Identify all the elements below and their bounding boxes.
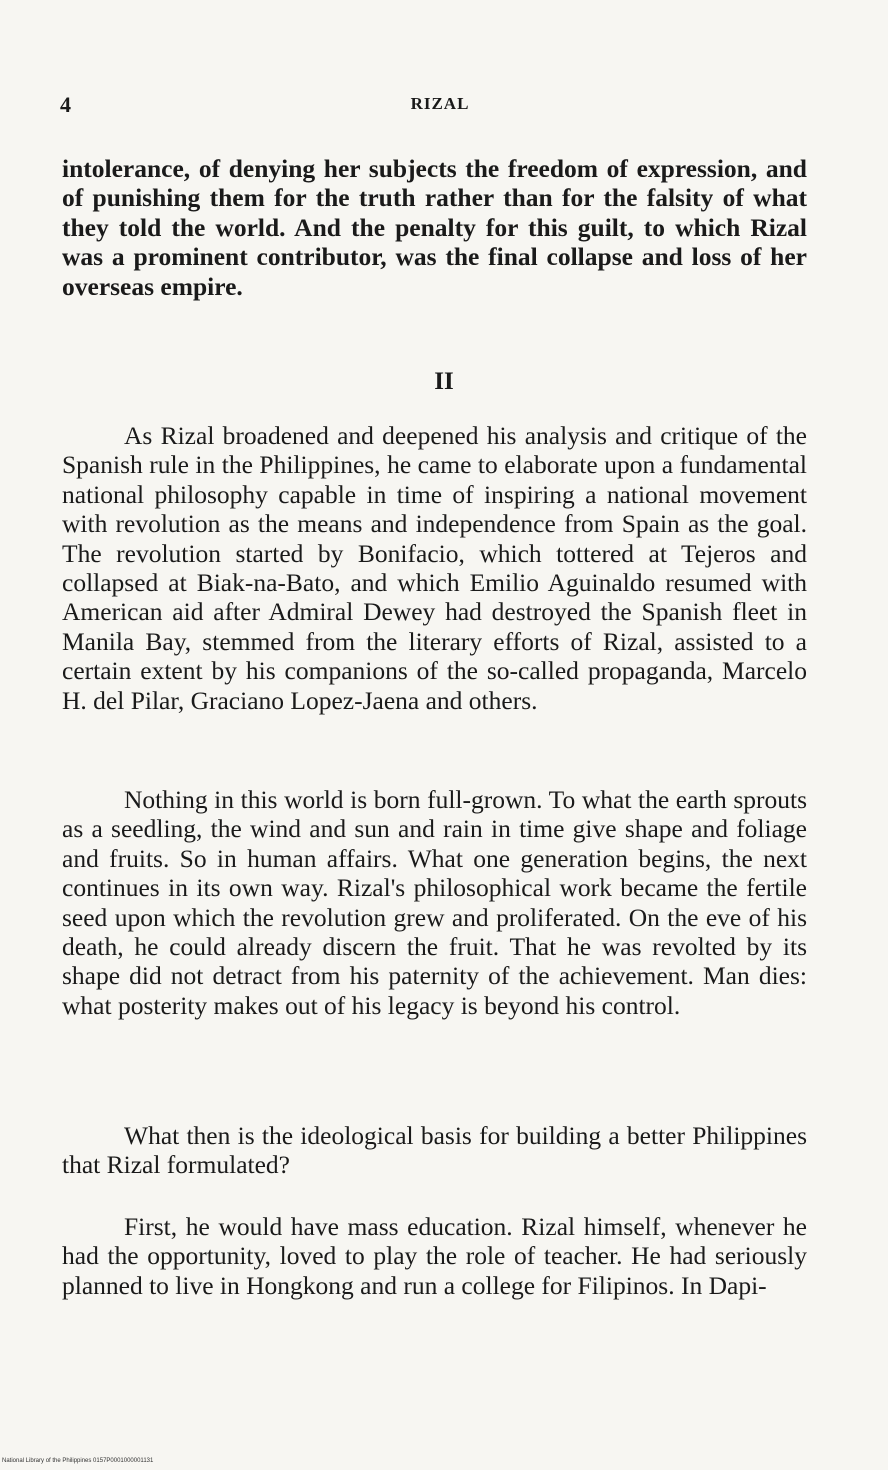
paragraph-text: Nothing in this world is born full-grown. To what the earth sprouts as a seedling, the wind and sun and rain in time give shape and foliage and fruits. So in human affairs. What one generation begins, the next continues in its own way. Rizal's philosophical work became the fertile seed upon which the revolution grew and proliferated. On the eve of his death, he could already discern the fruit. That he was revolted by its shape did not detract from his paternity of the achievement. Man dies: what posterity makes out of his legacy is beyond his control. <box>62 785 807 1020</box>
paragraph-full-grown <box>62 785 807 1020</box>
paragraph-text: As Rizal broadened and deepened his analysis and critique of the Spanish rule in the Philippines, he came to elaborate upon a fundamental national philosophy capable in time of inspiring a national movement with revolution as the means and independence from Spain as the goal. The revolution started by Bonifacio, which tottered at Tejeros and collapsed at Biak-na-Bato, and which Emilio Aguinaldo resumed with American aid after Admiral Dewey had destroyed the Spanish fleet in Manila Bay, stemmed from the literary efforts of Rizal, assisted to a certain extent by his companions of the so-called propaganda, Marcelo H. del Pilar, Graciano Lopez-Jaena and others. <box>62 421 807 715</box>
running-title: RIZAL <box>410 94 470 113</box>
page-number: 4 <box>60 92 71 117</box>
paragraph-text: First, he would have mass education. Rizal himself, whenever he had the opportunity, loved to play the role of teacher. He had seriously planned to live in Hongkong and run a college for Filipinos. In Dapi- <box>62 1212 807 1300</box>
source-note: National Library of the Philippines 0157P0001000001131 <box>2 1458 154 1464</box>
paragraph-rizal-analysis <box>62 421 807 715</box>
paragraph-text: What then is the ideological basis for building a better Philippines that Rizal formulated? <box>62 1121 807 1180</box>
paragraph-ideological-basis <box>62 1121 807 1180</box>
running-head <box>60 92 820 122</box>
paragraph-mass-education <box>62 1212 807 1300</box>
paragraph-text: intolerance, of denying her subjects the freedom of expression, and of punishing them for the truth rather than for the falsity of what they told the world. And the penalty for this guilt, to which Rizal was a prominent contributor, was the final collapse and loss of her overseas empire. <box>62 154 807 301</box>
paragraph-continuation <box>62 154 807 301</box>
section-heading: II <box>434 368 454 395</box>
